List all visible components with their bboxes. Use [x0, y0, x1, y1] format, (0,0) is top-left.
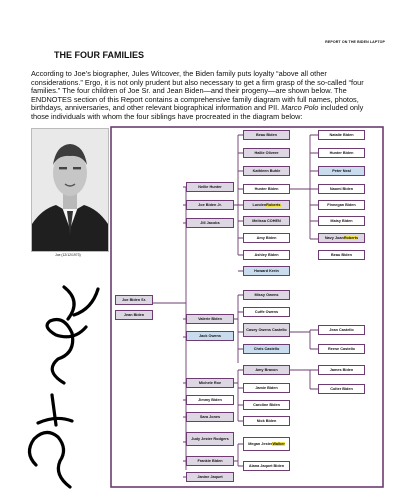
tree-node-root-0: Joe Biden Sr.: [115, 295, 153, 305]
tree-node-great_grandchildren-1: Hunter Biden: [318, 148, 365, 158]
tree-node-grandchildren-13: Amy Braxon: [243, 365, 290, 375]
tree-node-great_grandchildren-6: Navy Joan Roberts: [318, 233, 365, 243]
tree-node-children-5: Michele Roe: [186, 378, 234, 388]
tree-node-great_grandchildren-4: Finnegan Biden: [318, 200, 365, 210]
tree-node-children-0: Nellie Hunter: [186, 182, 234, 192]
tree-node-grandchildren-0: Beau Biden: [243, 130, 290, 140]
report-header: REPORT ON THE BIDEN LAPTOP: [325, 40, 385, 44]
tree-node-grandchildren-12: Chris Castello: [243, 344, 290, 354]
signature-image: [12, 275, 112, 495]
tree-node-children-10: Janine Jaquet: [186, 472, 234, 482]
tree-node-great_grandchildren-7: Beau Biden: [318, 250, 365, 260]
portrait-image: [32, 129, 108, 251]
photo-caption: Joe (12/12/1973): [55, 253, 81, 257]
tree-node-grandchildren-5: Melissa COHEN: [243, 216, 290, 226]
tree-node-children-6: Jimmy Biden: [186, 395, 234, 405]
intro-paragraph: According to Joe’s biographer, Jules Witcover, the Biden family puts loyalty “above all other considerations.” Ergo, it is not only prudent but also necessary to get a firm grasp of the so-called “four families.” The four children of Joe Sr. and Jean Biden—and their progeny—are shown below. The ENDNOTES section of this Report contains a comprehensive family diagram with full names, photos, birthdays, anniversaries, and other relevant biographical information and PII. Marco Polo included only those individuals with whom the four siblings have procreated in the diagram below:: [31, 69, 364, 121]
tree-node-children-4: Jack Owens: [186, 331, 234, 341]
tree-node-great_grandchildren-5: Maisy Biden: [318, 216, 365, 226]
tree-node-grandchildren-10: Cuffe Owens: [243, 307, 290, 317]
family-tree-diagram: [110, 125, 395, 490]
tree-node-children-9: Frankie Biden: [186, 456, 234, 466]
tree-node-grandchildren-18: Alana Jaquet Biden: [243, 461, 290, 471]
tree-node-grandchildren-17: Megan Jester Walker: [243, 437, 290, 451]
tree-node-grandchildren-4: Lunden Roberts: [243, 200, 290, 210]
page-title: THE FOUR FAMILIES: [54, 50, 144, 60]
tree-node-root-1: Jean Biden: [115, 310, 153, 320]
tree-node-grandchildren-9: Missy Owens: [243, 290, 290, 300]
tree-node-children-7: Sara Jones: [186, 412, 234, 422]
tree-node-grandchildren-2: Kathleen Buhle: [243, 166, 290, 176]
tree-node-children-8: Judy Jester Rodgers: [186, 432, 234, 446]
tree-node-grandchildren-15: Caroline Biden: [243, 400, 290, 410]
tree-node-grandchildren-16: Nick Biden: [243, 416, 290, 426]
tree-node-children-2: Jill Jacobs: [186, 218, 234, 228]
tree-node-grandchildren-6: Amy Biden: [243, 233, 290, 243]
tree-node-grandchildren-3: Hunter Biden: [243, 184, 290, 194]
tree-node-great_grandchildren-0: Natalie Biden: [318, 130, 365, 140]
tree-node-children-1: Joe Biden Jr.: [186, 200, 234, 210]
joe-biden-photo: [31, 128, 109, 252]
tree-node-grandchildren-8: Howard Krein: [243, 266, 290, 276]
tree-node-great_grandchildren-3: Naomi Biden: [318, 184, 365, 194]
tree-node-great_grandchildren-11: Colter Biden: [318, 384, 365, 394]
tree-node-great_grandchildren-9: Reese Castello: [318, 344, 365, 354]
tree-node-grandchildren-11: Casey Owens Castello: [243, 323, 290, 337]
italic-marco-polo: Marco Polo: [281, 103, 319, 113]
tree-node-great_grandchildren-2: Peter Neal: [318, 166, 365, 176]
tree-node-great_grandchildren-8: Jean Castello: [318, 325, 365, 335]
tree-node-grandchildren-1: Hallie Olivere: [243, 148, 290, 158]
tree-node-great_grandchildren-10: James Biden: [318, 365, 365, 375]
tree-node-grandchildren-14: Jamie Biden: [243, 383, 290, 393]
tree-node-children-3: Valerie Biden: [186, 314, 234, 324]
tree-node-grandchildren-7: Ashley Biden: [243, 250, 290, 260]
